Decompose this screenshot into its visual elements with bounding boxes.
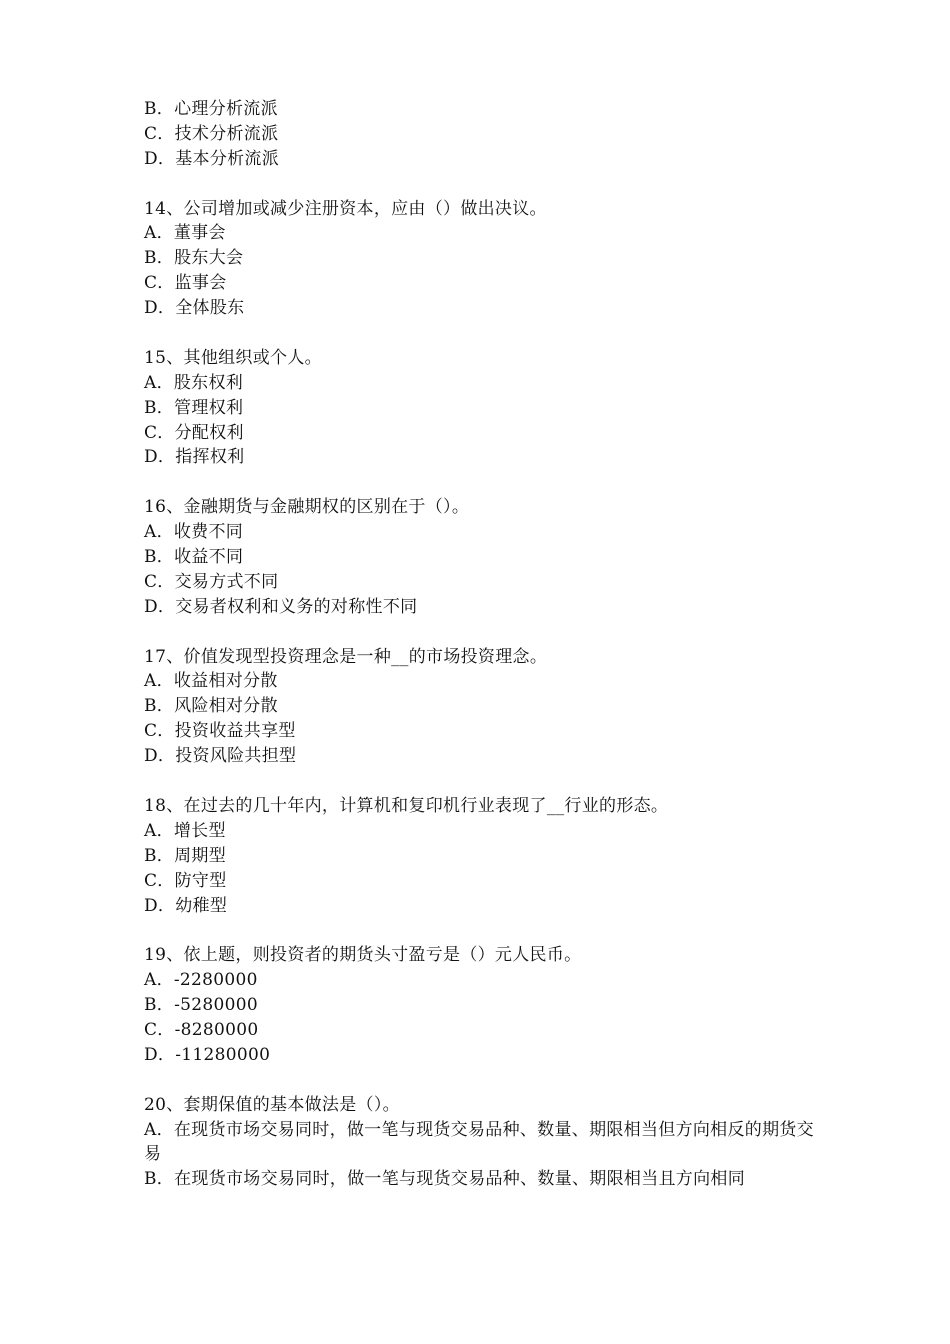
option: A．在现货市场交易同时，做一笔与现货交易品种、数量、期限相当但方向相反的期货交易 bbox=[144, 1119, 814, 1165]
spacer bbox=[144, 1068, 824, 1093]
spacer bbox=[144, 620, 824, 645]
option: B．-5280000 bbox=[144, 995, 258, 1016]
question-stem: 17、价值发现型投资理念是一种__的市场投资理念。 bbox=[144, 646, 548, 667]
option: A．-2280000 bbox=[144, 970, 258, 991]
option: A．增长型 bbox=[144, 820, 226, 841]
question-stem: 16、金融期货与金融期权的区别在于（）。 bbox=[144, 497, 470, 518]
question-20 bbox=[144, 1093, 824, 1193]
option: B．风险相对分散 bbox=[144, 696, 278, 717]
question-stem: 20、套期保值的基本做法是（）。 bbox=[144, 1094, 400, 1115]
option: B．在现货市场交易同时，做一笔与现货交易品种、数量、期限相当且方向相同 bbox=[144, 1169, 745, 1190]
option: D．-11280000 bbox=[144, 1044, 271, 1065]
lead-options bbox=[144, 97, 824, 172]
option: C．防守型 bbox=[144, 870, 227, 891]
option: D．幼稚型 bbox=[144, 895, 228, 916]
question-19 bbox=[144, 943, 824, 1067]
option: C．监事会 bbox=[144, 273, 227, 294]
option: A．收益相对分散 bbox=[144, 671, 278, 692]
option: D．投资风险共担型 bbox=[144, 746, 297, 767]
option: B．收益不同 bbox=[144, 547, 244, 568]
option: C．交易方式不同 bbox=[144, 571, 279, 592]
option: D．基本分析流派 bbox=[144, 148, 280, 169]
option: C．投资收益共享型 bbox=[144, 721, 296, 742]
option: A．股东权利 bbox=[144, 372, 244, 393]
option: A．收费不同 bbox=[144, 522, 244, 543]
option: C．-8280000 bbox=[144, 1019, 259, 1040]
spacer bbox=[144, 321, 824, 346]
option: C．分配权利 bbox=[144, 422, 244, 443]
option: C．技术分析流派 bbox=[144, 123, 279, 144]
question-14 bbox=[144, 197, 824, 321]
option: B．心理分析流派 bbox=[144, 99, 278, 119]
option: A．董事会 bbox=[144, 223, 226, 244]
option: D．指挥权利 bbox=[144, 447, 245, 468]
option: D．交易者权利和义务的对称性不同 bbox=[144, 596, 418, 617]
document-page bbox=[144, 97, 824, 1192]
spacer bbox=[144, 918, 824, 943]
question-stem: 15、其他组织或个人。 bbox=[144, 347, 322, 368]
question-stem: 14、公司增加或减少注册资本，应由（）做出决议。 bbox=[144, 198, 547, 219]
question-18 bbox=[144, 794, 824, 918]
question-17 bbox=[144, 645, 824, 769]
spacer bbox=[144, 172, 824, 197]
question-16 bbox=[144, 495, 824, 619]
spacer bbox=[144, 769, 824, 794]
question-15 bbox=[144, 346, 824, 470]
option: B．管理权利 bbox=[144, 397, 244, 418]
option: B．周期型 bbox=[144, 845, 226, 866]
option: B．股东大会 bbox=[144, 248, 244, 269]
option: D．全体股东 bbox=[144, 298, 245, 319]
spacer bbox=[144, 470, 824, 495]
question-stem: 18、在过去的几十年内，计算机和复印机行业表现了__行业的形态。 bbox=[144, 795, 669, 816]
question-stem: 19、依上题，则投资者的期货头寸盈亏是（）元人民币。 bbox=[144, 945, 582, 966]
